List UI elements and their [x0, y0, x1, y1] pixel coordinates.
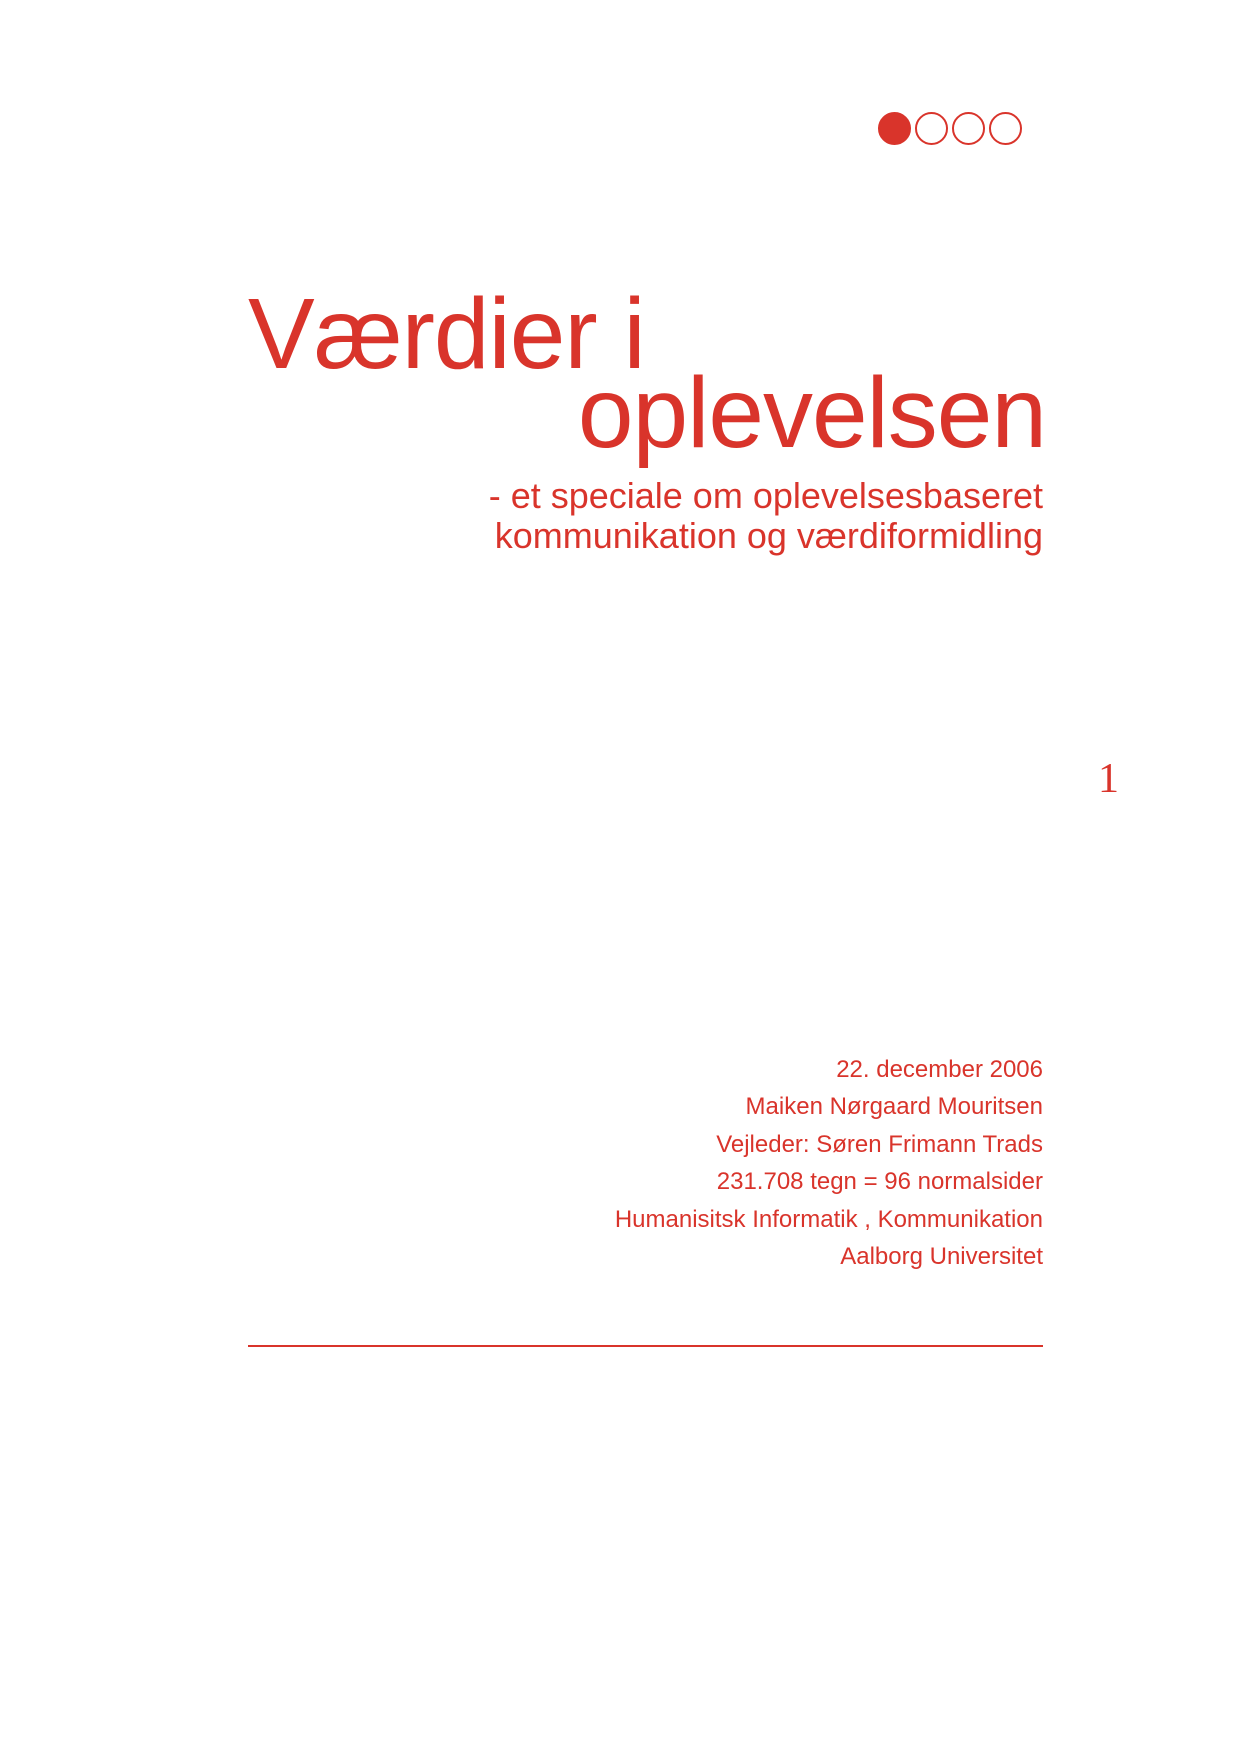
program-text: Humanisitsk Informatik , Kommunikation — [614, 1205, 1043, 1233]
page-number: 1 — [1098, 756, 1119, 802]
university-text: Aalborg Universitet — [840, 1243, 1043, 1271]
author-text: Maiken Nørgaard Mouritsen — [745, 1093, 1043, 1121]
progress-dot-empty-icon — [915, 112, 948, 145]
title-line-2: oplevelsen — [577, 357, 1046, 469]
divider-line — [248, 1345, 1043, 1347]
thesis-info — [615, 1051, 1043, 1275]
progress-dot-empty-icon — [989, 112, 1022, 145]
progress-dot-filled-icon — [878, 112, 911, 145]
date-text: 22. december 2006 — [836, 1056, 1043, 1083]
subtitle — [489, 476, 1043, 556]
progress-dot-empty-icon — [952, 112, 985, 145]
length-text: 231.708 tegn = 96 normalsider — [716, 1168, 1043, 1196]
supervisor-text: Vejleder: Søren Frimann Trads — [716, 1130, 1043, 1158]
subtitle-line-2: kommunikation og værdiformidling — [494, 515, 1043, 556]
progress-indicator — [878, 112, 1022, 145]
title-line-1: Værdier i — [248, 278, 645, 390]
subtitle-line-1: - et speciale om oplevelsesbaseret — [488, 475, 1043, 516]
